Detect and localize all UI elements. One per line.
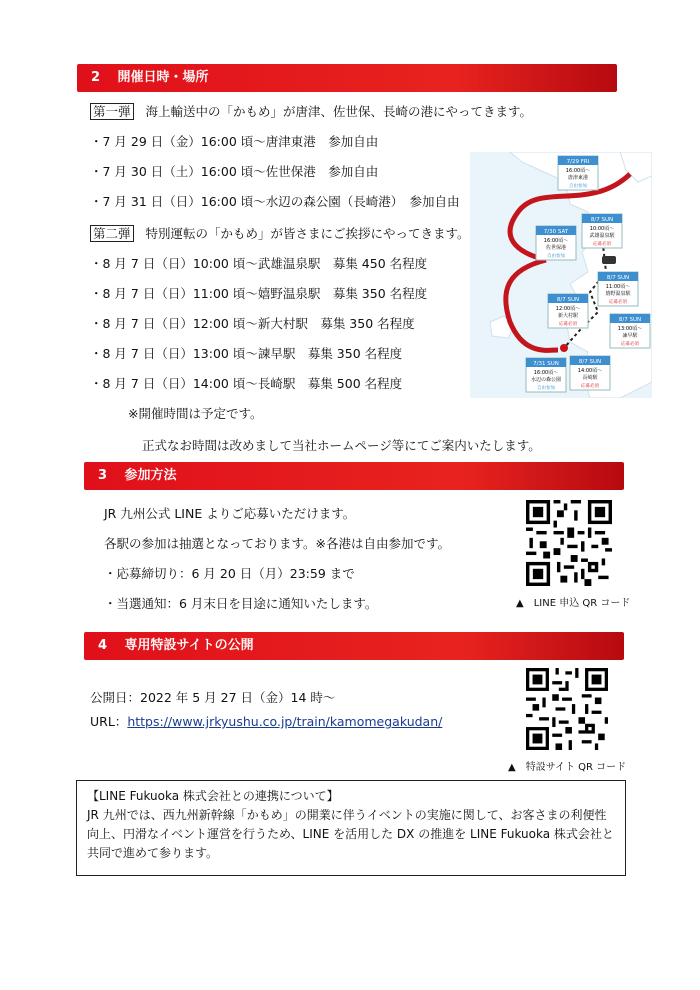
map-card-time: 10:00頃～	[589, 226, 615, 232]
map-card-badge: 自由参加	[569, 184, 587, 189]
site-url-link[interactable]: https://www.jrkyushu.co.jp/train/kamomegakudan/	[127, 714, 443, 729]
map-card-date: 8/7 SUN	[618, 317, 642, 323]
map-card-date: 7/31 SUN	[533, 361, 559, 367]
site-release-date: 公開日：2022 年 5 月 27 日（金）14 時～	[90, 690, 336, 705]
map-card	[558, 156, 598, 190]
map-card-place: 諫早駅	[622, 333, 638, 339]
nagasaki-marker	[560, 344, 568, 352]
map-card	[536, 226, 576, 260]
second-wave-text: 特別運転の「かもめ」が皆さまにご挨拶にやってきます。	[145, 226, 470, 241]
map-card-place: 唐津東港	[567, 175, 589, 181]
first-wave-label: 第一弾	[90, 103, 134, 120]
map-card-date: 7/30 SAT	[543, 229, 569, 235]
map-card-place: 水辺の森公園	[530, 377, 562, 383]
section-4-header	[84, 632, 624, 660]
site-url-line	[90, 714, 442, 730]
notice-line: JR 九州では、西九州新幹線「かもめ」の開業に伴うイベントの実施に関して、お客さまの利便性	[87, 808, 607, 822]
schedule-note-detail: 正式なお時間は改めまして当社ホームページ等にてご案内いたします。	[142, 438, 541, 453]
map-card-time: 16:00頃～	[533, 370, 559, 376]
second-wave-item: ・8 月 7 日（日）10:00 頃～武雄温泉駅 募集 450 名程度	[90, 256, 428, 271]
section-4-number: 4	[98, 638, 108, 653]
map-card-time: 12:00頃～	[555, 306, 581, 312]
notice-title: 【LINE Fukuoka 株式会社との連携について】	[87, 789, 339, 803]
route-map-graphic	[470, 152, 652, 398]
map-card	[610, 314, 650, 348]
line-qr-caption: ▲ LINE 申込 QR コード	[516, 598, 631, 609]
map-card-time: 16:00頃～	[543, 238, 569, 244]
section-3-title: 参加方法	[124, 468, 177, 483]
notice-line: 向上、円滑なイベント運営を行うため、LINE を活用した DX の推進を LINE Fukuoka 株式会社と	[87, 827, 614, 841]
map-card-badge: 自由参加	[547, 254, 565, 259]
apply-notification: ・当選通知：6 月末日を目途に通知いたします。	[104, 596, 378, 611]
schedule-note: ※開催時間は予定です。	[128, 406, 263, 421]
route-map	[470, 152, 652, 398]
map-card-date: 8/7 SUN	[578, 359, 602, 365]
line-fukuoka-notice	[76, 780, 626, 876]
first-wave-item: ・7 月 29 日（金）16:00 頃～唐津東港 参加自由	[90, 134, 379, 149]
section-3-number: 3	[98, 468, 108, 483]
map-card	[526, 358, 566, 392]
map-card-date: 8/7 SUN	[590, 217, 614, 223]
first-wave-item: ・7 月 31 日（日）16:00 頃～水辺の森公園（長崎港） 参加自由	[90, 194, 460, 209]
map-card-time: 13:00頃～	[617, 326, 643, 332]
map-card-place: 佐世保港	[545, 245, 567, 251]
map-card-badge: 応募必須	[581, 384, 599, 389]
site-qr-code[interactable]	[526, 668, 608, 750]
section-2-number: 2	[91, 70, 101, 85]
second-wave-line	[90, 226, 470, 242]
site-qr-caption: ▲ 特設サイト QR コード	[508, 762, 627, 773]
second-wave-item: ・8 月 7 日（日）12:00 頃～新大村駅 募集 350 名程度	[90, 316, 415, 331]
map-card-badge: 自由参加	[537, 386, 555, 391]
line-qr-code[interactable]	[526, 500, 612, 586]
second-wave-item: ・8 月 7 日（日）14:00 頃～長崎駅 募集 500 名程度	[90, 376, 403, 391]
second-wave-item: ・8 月 7 日（日）11:00 頃～嬉野温泉駅 募集 350 名程度	[90, 286, 428, 301]
map-card-place: 嬉野温泉駅	[605, 291, 631, 297]
site-url-label: URL：	[90, 714, 128, 729]
notice-line: 共同で進めて参ります。	[87, 846, 219, 860]
map-card-date: 8/7 SUN	[556, 297, 580, 303]
map-card-time: 11:00頃～	[605, 284, 631, 290]
map-card-place: 武雄温泉駅	[589, 233, 615, 239]
section-2-header	[77, 64, 617, 92]
map-card-time: 14:00頃～	[577, 368, 603, 374]
apply-line: 各駅の参加は抽選となっております。※各港は自由参加です。	[104, 536, 450, 551]
first-wave-line	[90, 104, 532, 120]
map-card-time: 16:00頃～	[565, 168, 591, 174]
section-4-title: 専用特設サイトの公開	[124, 638, 254, 653]
map-card-place: 長崎駅	[582, 375, 598, 381]
map-card-date: 7/29 FRI	[566, 159, 590, 165]
map-card	[548, 294, 588, 328]
train-icon	[602, 256, 616, 264]
first-wave-text: 海上輸送中の「かもめ」が唐津、佐世保、長崎の港にやってきます。	[145, 104, 533, 119]
map-card	[570, 356, 610, 390]
section-3-header	[84, 462, 624, 490]
map-card-badge: 応募必須	[621, 342, 639, 347]
map-card	[582, 214, 622, 248]
map-card-date: 8/7 SUN	[606, 275, 630, 281]
apply-deadline: ・応募締切り：6 月 20 日（月）23:59 まで	[104, 566, 355, 581]
first-wave-item: ・7 月 30 日（土）16:00 頃～佐世保港 参加自由	[90, 164, 379, 179]
map-card-badge: 応募必須	[593, 242, 611, 247]
map-card-badge: 応募必須	[609, 300, 627, 305]
second-wave-label: 第二弾	[90, 225, 134, 242]
map-card-place: 新大村駅	[557, 313, 579, 319]
map-card	[598, 272, 638, 306]
section-2-title: 開催日時・場所	[117, 70, 209, 85]
map-card-badge: 応募必須	[559, 322, 577, 327]
apply-line: JR 九州公式 LINE よりご応募いただけます。	[104, 506, 356, 521]
second-wave-item: ・8 月 7 日（日）13:00 頃～諫早駅 募集 350 名程度	[90, 346, 403, 361]
